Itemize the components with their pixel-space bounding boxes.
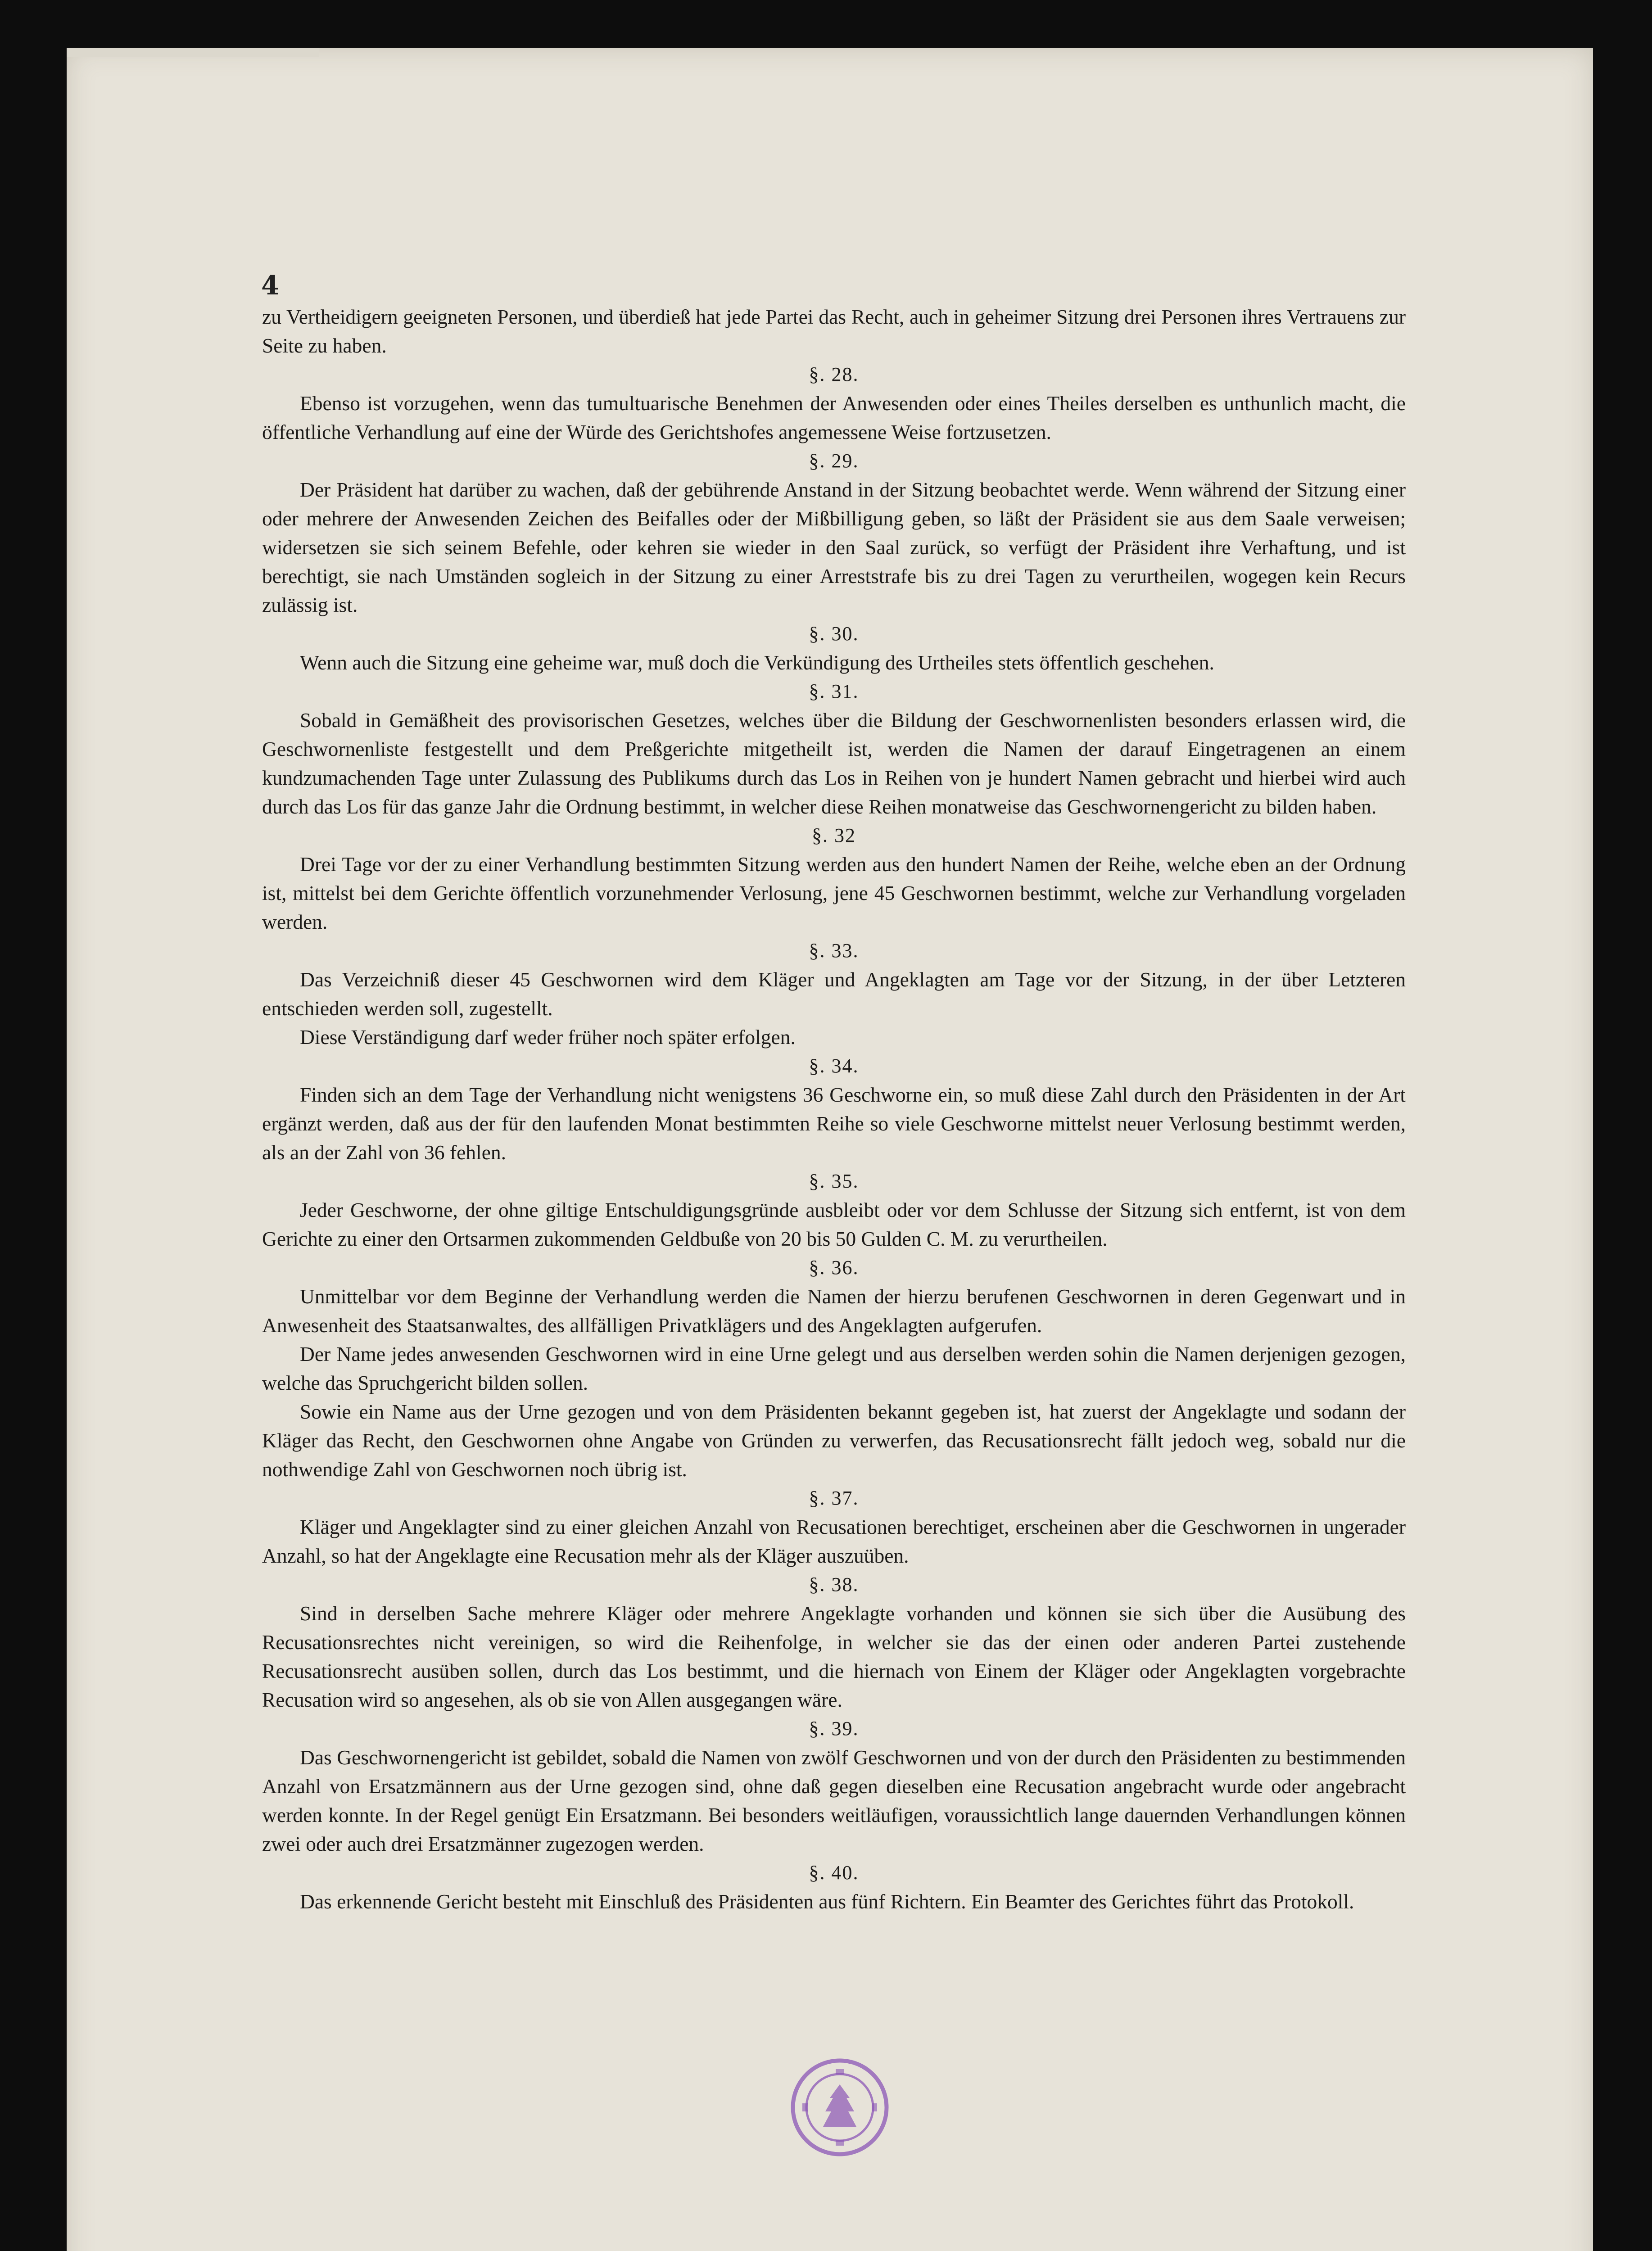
section-heading: §. 30. — [809, 623, 859, 645]
paragraph: Der Name jedes anwesenden Geschwornen wird in eine Urne gelegt und aus derselben werden sohin die Namen derjenigen gezogen, welche das Spruchgericht bilden sollen. — [262, 1342, 1406, 1394]
paragraph: zu Vertheidigern geeigneten Personen, und überdieß hat jede Partei das Recht, auch in geheimer Sitzung drei Personen ihres Vertrauens zur Seite zu haben. — [262, 305, 1406, 357]
section-heading: §. 29. — [809, 450, 859, 472]
paragraph: Finden sich an dem Tage der Verhandlung nicht wenigstens 36 Geschworne ein, so muß diese Zahl durch den Präsidenten in der Art ergänzt werden, daß aus der für den laufenden Monat bestimmten Reihe so viele Geschworne mittelst neuer Verlosung bestimmt werden, als an der Zahl von 36 fehlen. — [262, 1083, 1406, 1164]
paragraph: Wenn auch die Sitzung eine geheime war, muß doch die Verkündigung des Urtheiles stets öffentlich geschehen. — [300, 651, 1214, 674]
paragraph: Ebenso ist vorzugehen, wenn das tumultuarische Benehmen der Anwesenden oder eines Theiles derselben es unthunlich macht, die öffentliche Verhandlung auf eine der Würde des Gerichtshofes angemessene Weise fortzusetzen. — [262, 392, 1406, 443]
section-heading: §. 40. — [809, 1862, 859, 1884]
library-stamp-icon — [789, 2057, 891, 2158]
paragraph: Sind in derselben Sache mehrere Kläger oder mehrere Angeklagte vorhanden und können sie sich über die Ausübung des Recusationsrechtes nicht vereinigen, so wird die Reihenfolge, in welcher sie das der einen oder anderen Partei zustehende Recusationsrecht ausüben sollen, durch das Los bestimmt, und die hiernach von Einem der Kläger oder Angeklagten vorgebrachte Recusation wird so angesehen, als ob sie von Allen ausgegangen wäre. — [262, 1602, 1406, 1711]
paragraph: Das erkennende Gericht besteht mit Einschluß des Präsidenten aus fünf Richtern. Ein Beamter des Gerichtes führt das Protokoll. — [300, 1890, 1354, 1913]
paragraph: Der Präsident hat darüber zu wachen, daß der gebührende Anstand in der Sitzung beobachtet werde. Wenn während der Sitzung einer oder mehrere der Anwesenden Zeichen des Beifalles oder der Mißbilligung geben, so läßt der Präsident sie aus dem Saale verweisen; widersetzen sie sich seinem Befehle, oder kehren sie wieder in den Saal zurück, so verfügt der Präsident ihre Verhaftung, und ist berechtigt, sie nach Umständen sogleich in der Sitzung zu einer Arreststrafe bis zu drei Tagen zu verurtheilen, wogegen kein Recurs zulässig ist. — [262, 478, 1406, 616]
section-heading: §. 39. — [809, 1718, 859, 1740]
section-heading: §. 31. — [809, 680, 859, 702]
section-heading: §. 38. — [809, 1573, 859, 1596]
section-heading: §. 37. — [809, 1487, 859, 1509]
page-number: 4 — [261, 270, 280, 301]
paragraph: Das Geschwornengericht ist gebildet, sobald die Namen von zwölf Geschwornen und von der durch den Präsidenten zu bestimmenden Anzahl von Ersatzmännern aus der Urne gezogen sind, ohne daß gegen dieselben eine Recusation angebracht wurde oder angebracht werden konnte. In der Regel genügt Ein Ersatzmann. Bei besonders weitläufigen, voraussichtlich lange dauernden Verhandlungen können zwei oder auch drei Ersatzmänner zugezogen werden. — [262, 1746, 1406, 1855]
paragraph: Sowie ein Name aus der Urne gezogen und von dem Präsidenten bekannt gegeben ist, hat zuerst der Angeklagte und sodann der Kläger das Recht, den Geschwornen ohne Angabe von Gründen zu verwerfen, das Recusationsrecht fällt jedoch weg, sobald nur die nothwendige Zahl von Geschwornen noch übrig ist. — [262, 1400, 1406, 1481]
section-heading: §. 36. — [809, 1257, 859, 1279]
section-heading: §. 33. — [809, 940, 859, 962]
section-heading: §. 35. — [809, 1170, 859, 1192]
section-heading: §. 32 — [812, 824, 856, 846]
paragraph: Das Verzeichniß dieser 45 Geschwornen wird dem Kläger und Angeklagten am Tage vor der Sitzung, in der über Letzteren entschieden werden soll, zugestellt. — [262, 968, 1406, 1020]
paragraph: Sobald in Gemäßheit des provisorischen Gesetzes, welches über die Bildung der Geschwornenlisten besonders erlassen wird, die Geschwornenliste festgestellt und dem Preßgerichte mitgetheilt ist, werden die Namen der darauf Eingetragenen an einem kundzumachenden Tage unter Zulassung des Publikums durch das Los in Reihen von je hundert Namen gebracht und hierbei wird auch durch das Los für das ganze Jahr die Ordnung bestimmt, in welcher diese Reihen monatweise das Geschwornengericht zu bilden haben. — [262, 709, 1406, 818]
document-body — [262, 303, 1406, 1916]
paragraph: Jeder Geschworne, der ohne giltige Entschuldigungsgründe ausbleibt oder vor dem Schlusse der Sitzung sich entfernt, ist von dem Gerichte zu einer den Ortsarmen zukommenden Geldbuße von 20 bis 50 Gulden C. M. zu verurtheilen. — [262, 1198, 1406, 1250]
paragraph: Unmittelbar vor dem Beginne der Verhandlung werden die Namen der hierzu berufenen Geschwornen in deren Gegenwart und in Anwesenheit des Staatsanwaltes, des allfälligen Privatklägers und des Angeklagten aufgerufen. — [262, 1285, 1406, 1337]
scan-edge — [67, 48, 319, 57]
section-heading: §. 34. — [809, 1055, 859, 1077]
paragraph: Kläger und Angeklagter sind zu einer gleichen Anzahl von Recusationen berechtiget, erscheinen aber die Geschwornen in ungerader Anzahl, so hat der Angeklagte eine Recusation mehr als der Kläger auszuüben. — [262, 1515, 1406, 1567]
section-heading: §. 28. — [809, 363, 859, 385]
paragraph: Drei Tage vor der zu einer Verhandlung bestimmten Sitzung werden aus den hundert Namen der Reihe, welche eben an der Ordnung ist, mittelst bei dem Gerichte öffentlich vorzunehmender Verlosung, jene 45 Geschwornen bestimmt, welche zur Verhandlung vorgeladen werden. — [262, 853, 1406, 933]
paragraph: Diese Verständigung darf weder früher noch später erfolgen. — [300, 1026, 796, 1049]
